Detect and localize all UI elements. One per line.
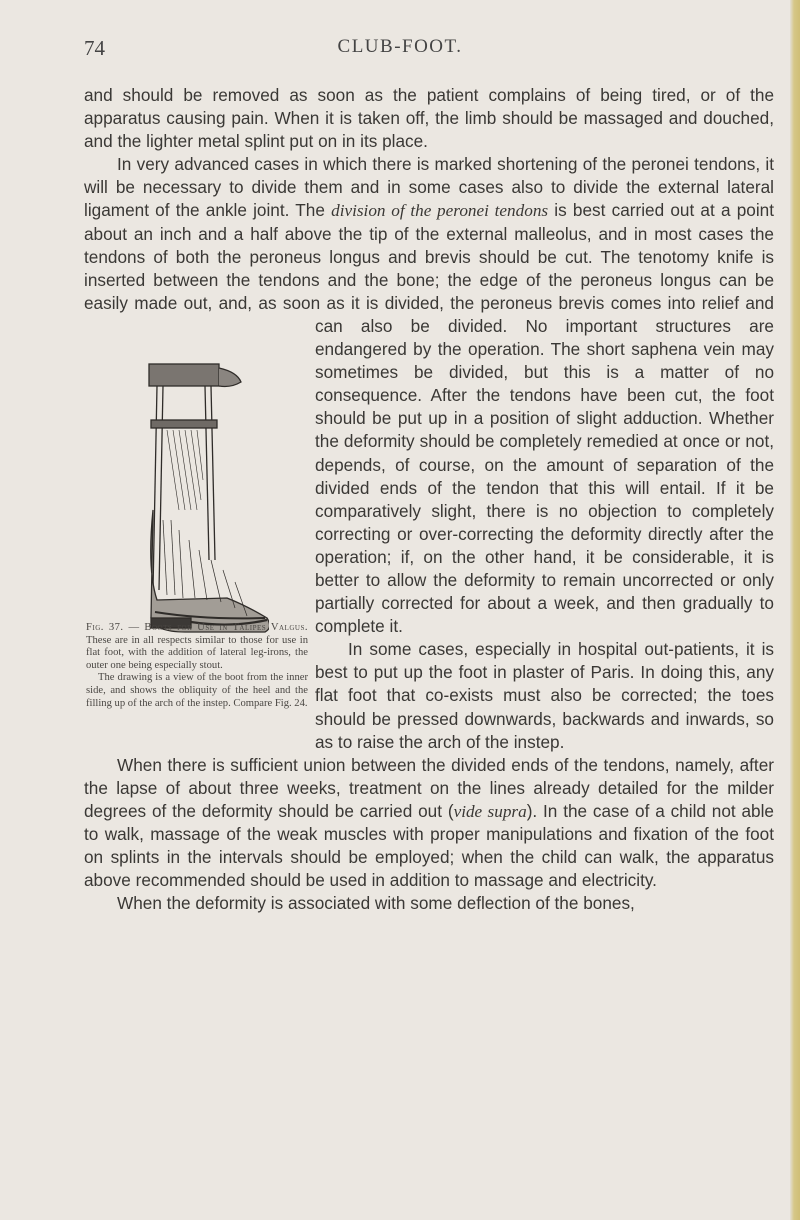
caption-text-2: The drawing is a view of the boot from the inner side, and shows the obliquity of the heel and the filling up of the arch of the instep. Compare Fig. 24.: [86, 672, 308, 709]
page-number: 74: [84, 36, 105, 60]
paragraph-5: When the deformity is associated with some deflection of the bones,: [117, 893, 635, 914]
running-head: CLUB-FOOT.: [337, 36, 463, 57]
boot-brace-illustration: [139, 360, 269, 635]
page-header: [0, 36, 800, 66]
page-edge: [790, 0, 800, 1220]
paragraph-2-part-a: In very advanced cases in which there is marked shortening of the peronei tendons, it will be necessary to divide them and in some cases also to divide the external lateral ligament of the ankle joint. The: [84, 154, 774, 221]
paragraph-4-emphasis: vide supra: [453, 801, 527, 821]
paragraph-1: and should be removed as soon as the patient complains of being tired, or of the apparatus causing pain. When it is taken off, the limb should be massaged and douched, and the lighter metal splint put on in its place.: [84, 85, 774, 152]
paragraph-3: In some cases, especially in hospital out-patients, it is best to put up the foot in plaster of Paris. In doing this, any flat foot that co-exists must also be corrected; the toes should be pressed downwards, backwards and inwards, so as to raise the arch of the instep.: [315, 639, 774, 752]
paragraph-2-part-b: is best carried out at a point about an inch and a half above the tip of the external malleolus, and in most cases the tendons of both the peroneus longus and brevis should be cut. The tenotomy knife is inserted between the tendons and the bone; the edge of the peroneus longus can be easily made out, and, as soon as it is divided, the peroneus brevis comes into relief and can also be divided. No important structures are endangered by the operation. The short saphena vein may sometimes be divided, but this is a matter of no consequence. After the tendons have been cut, the foot should be put up in a position of slight adduction. Whether the deformity should be completely remedied at once or not, depends, of course, on the amount of separation of the divided ends of the tendon that this will entail. If it be comparatively slight, there is no objection to completely correcting or over-correcting the deformity directly after the operation; if, on the other hand, it be considerable, it is better to allow the deformity to remain uncorrected or only partially corrected for about a week, and then gradually to complete it.: [84, 200, 774, 637]
paragraph-4-part-a: When there is sufficient union between the divided ends of the tendons, namely, after the lapse of about three weeks, treatment on the lines already detailed for the milder degrees of the deformity should be carried out (: [84, 754, 774, 821]
figure-37: [84, 322, 311, 742]
paragraph-2-emphasis: division of the peronei tendons: [331, 201, 549, 221]
paragraph-4-part-b: ). In the case of a child not able to walk, massage of the weak muscles with proper manipulations and fixation of the foot on splints in the intervals should be employed; when the child can walk, the apparatus above recommended should be used in addition to massage and electricity.: [84, 800, 774, 891]
paragraph-4: [84, 754, 774, 893]
caption-label: Fig. 37. — Boots for Use in Talipes Valgus.: [86, 622, 308, 633]
caption-text: These are in all respects similar to those for use in flat foot, with the addition of lateral leg-irons, the outer one being especially stout.: [86, 634, 308, 671]
figure-caption: [86, 622, 308, 710]
